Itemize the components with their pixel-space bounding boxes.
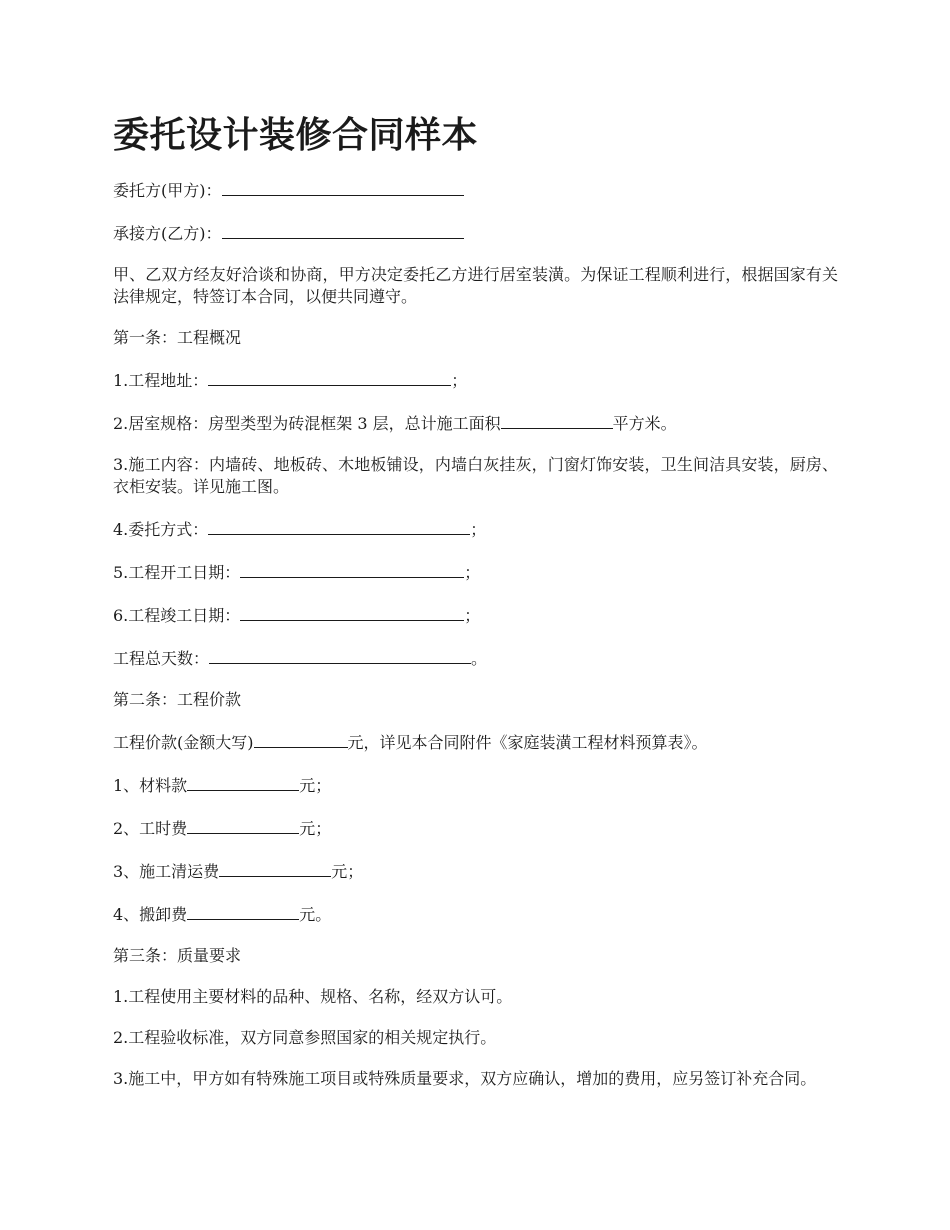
content-paragraph: 3.施工内容：内墙砖、地板砖、木地板铺设，内墙白灰挂灰，门窗灯饰安装，卫生间洁具安装，厨房、衣柜安装。详见施工图。 <box>113 455 838 496</box>
party-a-line <box>113 178 838 202</box>
quality-item: 3.施工中，甲方如有特殊施工项目或特殊质量要求，双方应确认，增加的费用，应另签订补充合同。 <box>113 1069 817 1088</box>
spec-suffix: 平方米。 <box>612 414 677 433</box>
fee-blank <box>219 859 331 877</box>
spec-prefix: 2.居室规格：房型类型为砖混框架 3 层，总计施工面积 <box>113 414 501 433</box>
start-date-blank <box>240 560 464 578</box>
article1-heading: 第一条：工程概况 <box>113 328 242 347</box>
fee-label: 4、搬卸费 <box>113 905 188 924</box>
start-date-end: ； <box>464 563 481 582</box>
method-blank <box>208 517 470 535</box>
party-b-line <box>113 221 838 245</box>
fee-item <box>113 816 838 840</box>
price-prefix: 工程价款(金额大写) <box>113 733 254 752</box>
area-blank <box>501 411 613 429</box>
spec-line <box>113 411 838 435</box>
party-b-blank <box>222 221 464 239</box>
address-line <box>113 368 838 392</box>
total-days-line <box>113 646 838 670</box>
method-end: ； <box>470 520 487 539</box>
price-line <box>113 730 838 754</box>
start-date-line <box>113 560 838 584</box>
party-a-blank <box>222 178 464 196</box>
method-line <box>113 517 838 541</box>
party-a-label: 委托方(甲方)： <box>113 181 222 200</box>
fee-item <box>113 773 838 797</box>
document-title: 委托设计装修合同样本 <box>113 115 479 156</box>
contract-document <box>113 110 838 1109</box>
fee-label: 2、工时费 <box>113 819 188 838</box>
end-date-label: 6.工程竣工日期： <box>113 606 241 625</box>
total-days-end: 。 <box>471 649 488 668</box>
address-label: 1.工程地址： <box>113 371 209 390</box>
fee-label: 3、施工清运费 <box>113 862 220 881</box>
fee-end: 元； <box>299 819 332 838</box>
fee-blank <box>187 902 299 920</box>
start-date-label: 5.工程开工日期： <box>113 563 241 582</box>
fee-end: 元； <box>331 862 364 881</box>
price-blank <box>254 730 348 748</box>
fee-item <box>113 902 838 926</box>
total-days-label: 工程总天数： <box>113 649 210 668</box>
price-suffix: 元，详见本合同附件《家庭装潢工程材料预算表》。 <box>347 733 708 752</box>
method-label: 4.委托方式： <box>113 520 209 539</box>
fee-label: 1、材料款 <box>113 776 188 795</box>
intro-paragraph: 甲、乙双方经友好洽谈和协商，甲方决定委托乙方进行居室装潢。为保证工程顺利进行，根据国家有关法律规定，特签订本合同，以便共同遵守。 <box>113 265 838 306</box>
end-date-line <box>113 603 838 627</box>
quality-item: 1.工程使用主要材料的品种、规格、名称，经双方认可。 <box>113 987 513 1006</box>
address-end: ； <box>451 371 468 390</box>
fee-end: 元； <box>299 776 332 795</box>
quality-item: 2.工程验收标准，双方同意参照国家的相关规定执行。 <box>113 1028 497 1047</box>
end-date-blank <box>240 603 464 621</box>
fee-item <box>113 859 838 883</box>
address-blank <box>208 368 451 386</box>
fee-blank <box>187 773 299 791</box>
fee-blank <box>187 816 299 834</box>
party-b-label: 承接方(乙方)： <box>113 224 222 243</box>
fee-end: 元。 <box>299 905 332 924</box>
total-days-blank <box>209 646 471 664</box>
article2-heading: 第二条：工程价款 <box>113 690 242 709</box>
end-date-end: ； <box>464 606 481 625</box>
article3-heading: 第三条：质量要求 <box>113 946 242 965</box>
